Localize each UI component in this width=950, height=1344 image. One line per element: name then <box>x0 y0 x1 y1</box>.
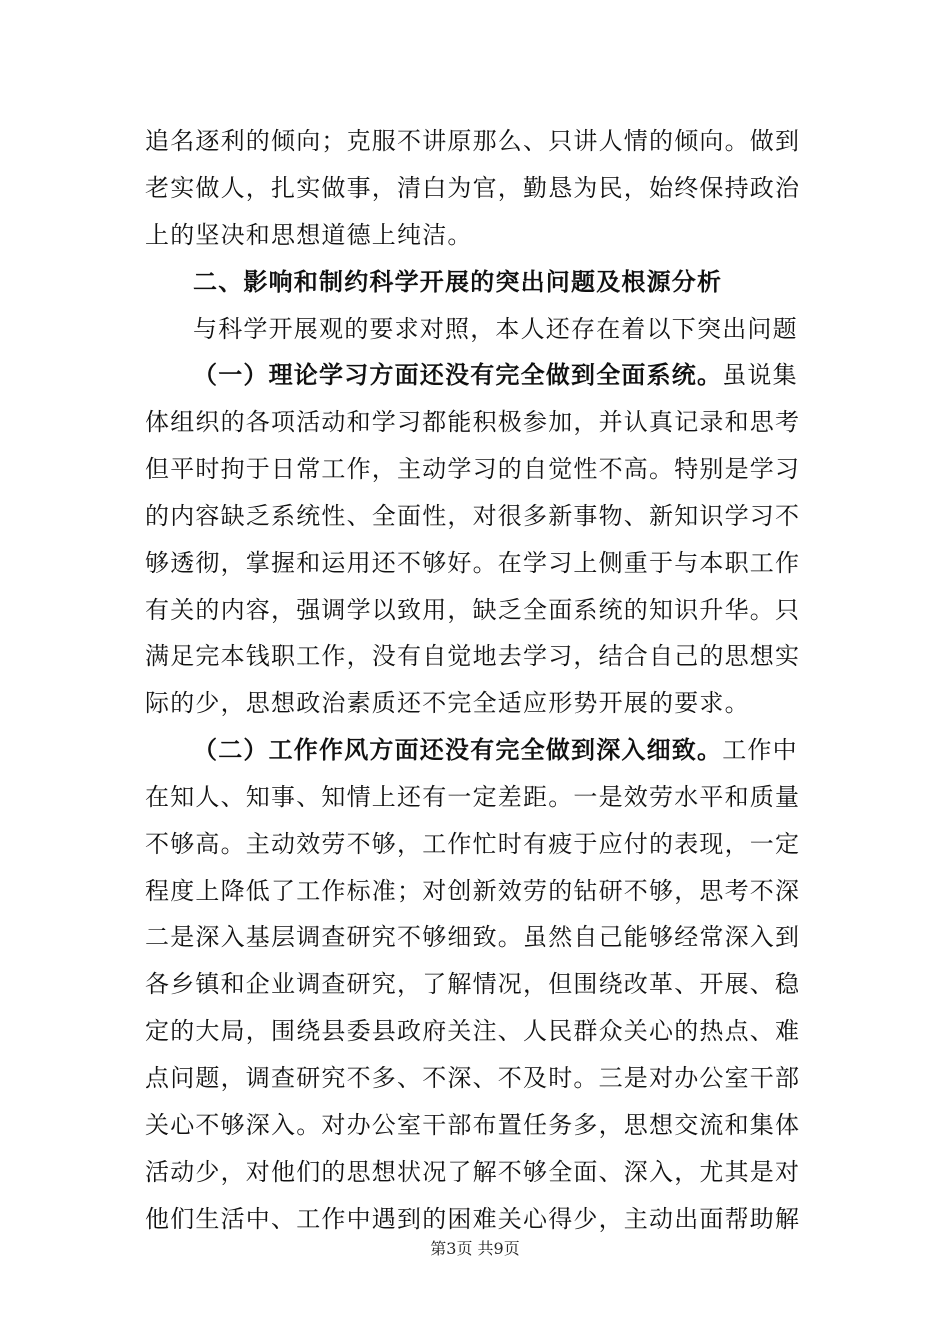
body-text-line: 体组织的各项活动和学习都能积极参加，并认真记录和思考 <box>145 408 801 436</box>
body-text-line: 点问题，调查研究不多、不深、不及时。三是对办公室干部 <box>145 1064 801 1092</box>
paragraph-first-line <box>193 727 858 773</box>
subheading-work-style: （二）工作作风方面还没有完全做到深入细致。 <box>193 736 723 764</box>
body-text-line: 各乡镇和企业调查研究，了解情况，但围绕改革、开展、稳 <box>145 970 801 998</box>
page-number-footer: 第3页 共9页 <box>430 1239 520 1258</box>
body-text-line: 关心不够深入。对办公室干部布置任务多，思想交流和集体 <box>145 1111 801 1139</box>
body-text-line: 不够高。主动效劳不够，工作忙时有疲于应付的表现，一定 <box>145 830 801 858</box>
body-text-line: 追名逐利的倾向；克服不讲原那么、只讲人情的倾向。做到 <box>145 127 801 155</box>
body-text-line: 但平时拘于日常工作，主动学习的自觉性不高。特别是学习 <box>145 455 801 483</box>
body-text-line: 定的大局，围绕县委县政府关注、人民群众关心的热点、难 <box>145 1017 801 1045</box>
body-text-line: 够透彻，掌握和运用还不够好。在学习上侧重于与本职工作 <box>145 549 801 577</box>
body-text-line: 满足完本钱职工作，没有自觉地去学习，结合自己的思想实 <box>145 642 801 670</box>
body-text-line: 在知人、知事、知情上还有一定差距。一是效劳水平和质量 <box>145 783 801 811</box>
body-text-line: 的内容缺乏系统性、全面性，对很多新事物、新知识学习不 <box>145 502 801 530</box>
body-text-line: 二是深入基层调查研究不够细致。虽然自己能够经常深入到 <box>145 923 801 951</box>
paragraph-first-line <box>193 352 858 398</box>
body-text-line: 他们生活中、工作中遇到的困难关心得少，主动出面帮助解 <box>145 1205 801 1233</box>
subheading-theory-study: （一）理论学习方面还没有完全做到全面系统。 <box>193 361 723 389</box>
body-text-line: 与科学开展观的要求对照，本人还存在着以下突出问题 <box>193 315 798 343</box>
body-text-line: 有关的内容，强调学以致用，缺乏全面系统的知识升华。只 <box>145 596 801 624</box>
body-text-line: 活动少，对他们的思想状况了解不够全面、深入，尤其是对 <box>145 1158 801 1186</box>
body-text-line: 上的坚决和思想道德上纯洁。 <box>145 221 473 249</box>
body-text-span: 工作中 <box>722 736 798 764</box>
body-text-line: 程度上降低了工作标准；对创新效劳的钻研不够，思考不深 <box>145 877 801 905</box>
body-text-line: 际的少，思想政治素质还不完全适应形势开展的要求。 <box>145 689 750 717</box>
body-text-span: 虽说集 <box>722 361 798 389</box>
section-heading: 二、影响和制约科学开展的突出问题及根源分析 <box>193 268 723 296</box>
body-text-line: 老实做人，扎实做事，清白为官，勤恳为民，始终保持政治 <box>145 174 801 202</box>
